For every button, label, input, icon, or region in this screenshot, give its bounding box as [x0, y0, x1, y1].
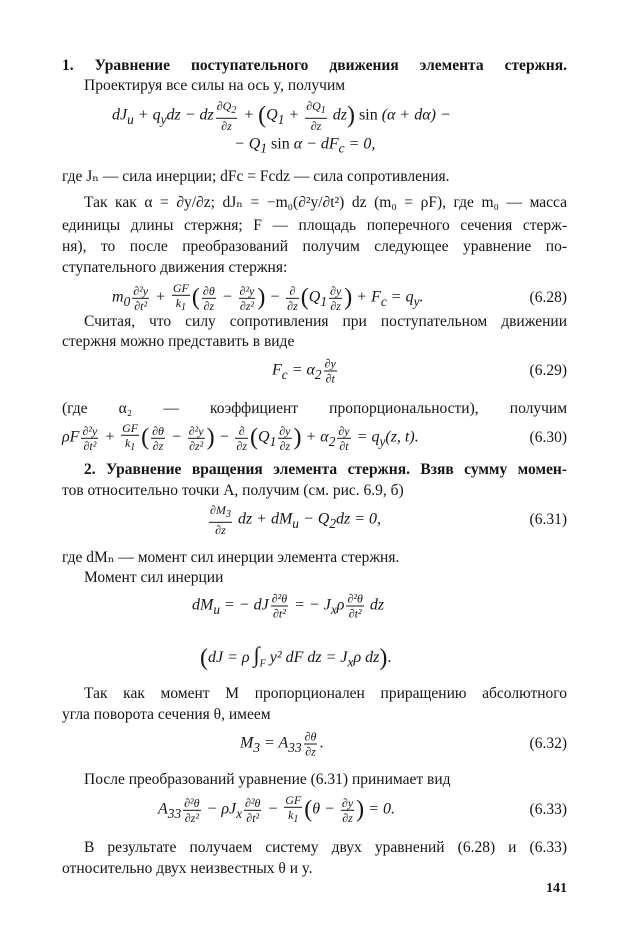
text-line: где Jₙ — сила инерции; dFс = Fсdz — сила сопротивления.	[62, 168, 450, 185]
text-line: Проектируя все силы на ось y, получим	[84, 77, 346, 94]
equation-inertia-moment: $dM_и$ = − dJ $\frac{\text{∂²θ}}{\text{∂t²}}$ = − $J_x\rho$ $\frac{\text{∂²θ}}{\text{∂t²}}$ dz	[192, 591, 385, 621]
equation-number: (6.28)	[529, 289, 567, 306]
equation-6-28: $m_0$ $\frac{\text{∂²y}}{\text{∂t²}}$ + $\frac{GF}{k_1}$ ( $\frac{\partial\theta}{\partial z}$ − $\frac{\text{∂²y}}{\text{∂z²}}$ ) − $\frac{\partial}{\partial z}$ ($Q_1$ $\frac{\partial y}{\partial z}$ ) + $F_c = q_y$. (6.28)	[112, 280, 567, 314]
text-line: Момент сил инерции	[84, 569, 224, 586]
text-line: ступательного движения стержня:	[62, 259, 288, 276]
text-line: угла поворота сечения θ, имеем	[62, 706, 271, 723]
equation-number: (6.33)	[529, 801, 567, 818]
equation-6-31: $\frac{\partial M_3}{\partial z}$ dz + $dM_и - Q_2dz = 0$, (6.31)	[210, 502, 567, 538]
equation-number: (6.31)	[529, 511, 567, 528]
equation-number: (6.30)	[529, 429, 567, 446]
equation-6-29: $F_c = \alpha_2$ $\frac{\partial y}{\partial t}$ (6.29)	[272, 356, 567, 386]
equation-number: (6.29)	[529, 362, 567, 379]
text-line: единицы длины стержня; F — площадь поперечного сечения стерж-	[62, 217, 567, 234]
text-line: Так как α = ∂y/∂z; dJₙ = −m₀(∂²y/∂t²) dz (m₀ = ρF), где m₀ — масса	[84, 194, 567, 211]
text-line: стержня можно представить в виде	[62, 333, 295, 350]
text-line: Так как момент M пропорционален приращению абсолютного	[84, 685, 567, 702]
text-line: Считая, что силу сопротивления при поступательном движении	[84, 313, 567, 330]
equation-number: (6.32)	[529, 735, 567, 752]
equation-force-balance-1: $dJ_и + q_ydz$ − dz $\frac{\partial Q_2}{\partial z}$ + ($Q_1$ + $\frac{\partial Q_1}{\partial z}$ dz) sin (α + dα) −	[112, 98, 451, 134]
text-line: тов относительно точки A, получим (см. рис. 6.9, б)	[62, 482, 404, 499]
equation-6-32: $M_3 = A_{33}$ $\frac{\partial\theta}{\partial z}$ . (6.32)	[240, 729, 567, 759]
text-line: ня), то после преобразований получим следующее уравнение по-	[62, 238, 567, 255]
page-number: 141	[546, 881, 567, 896]
equation-6-33: $A_{33}$ $\frac{\text{∂²θ}}{\text{∂z²}}$ − $\rho J_x$ $\frac{\text{∂²θ}}{\text{∂t²}}$ − $\frac{GF}{k_1}$ (θ − $\frac{\partial y}{\partial z}$ ) = 0. (6.33)	[158, 792, 567, 826]
equation-force-balance-2: − $Q_1$ $\sin \alpha - dF_c = 0$,	[234, 135, 376, 156]
text-line: где dMₙ — момент сил инерции элемента стержня.	[62, 549, 400, 566]
text-line: В результате получаем систему двух уравнений (6.28) и (6.33)	[84, 839, 567, 856]
section-heading-rotational: 2. Уравнение вращения элемента стержня. Взяв сумму момен-	[84, 461, 567, 478]
section-heading-translational: 1. Уравнение поступательного движения элемента стержня.	[62, 57, 567, 74]
text-line: После преобразований уравнение (6.31) принимает вид	[84, 771, 451, 788]
equation-inertia-definition: (dJ = ρ $\int_F$ y² dF dz = $J_x\rho$ dz).	[200, 642, 392, 671]
equation-6-30: ρF $\frac{\text{∂²y}}{\text{∂t²}}$ + $\frac{GF}{k_1}$ ( $\frac{\partial\theta}{\partial z}$ − $\frac{\text{∂²y}}{\text{∂z²}}$ ) − $\frac{\partial}{\partial z}$ ($Q_1$ $\frac{\partial y}{\partial z}$ ) + $\alpha_2$ $\frac{\partial y}{\partial t}$ = $q_y(z$, t). (6.30)	[62, 420, 567, 454]
text-line: (где α₂ — коэффициент пропорциональности), получим	[62, 400, 567, 417]
text-line: относительно двух неизвестных θ и y.	[62, 860, 313, 877]
